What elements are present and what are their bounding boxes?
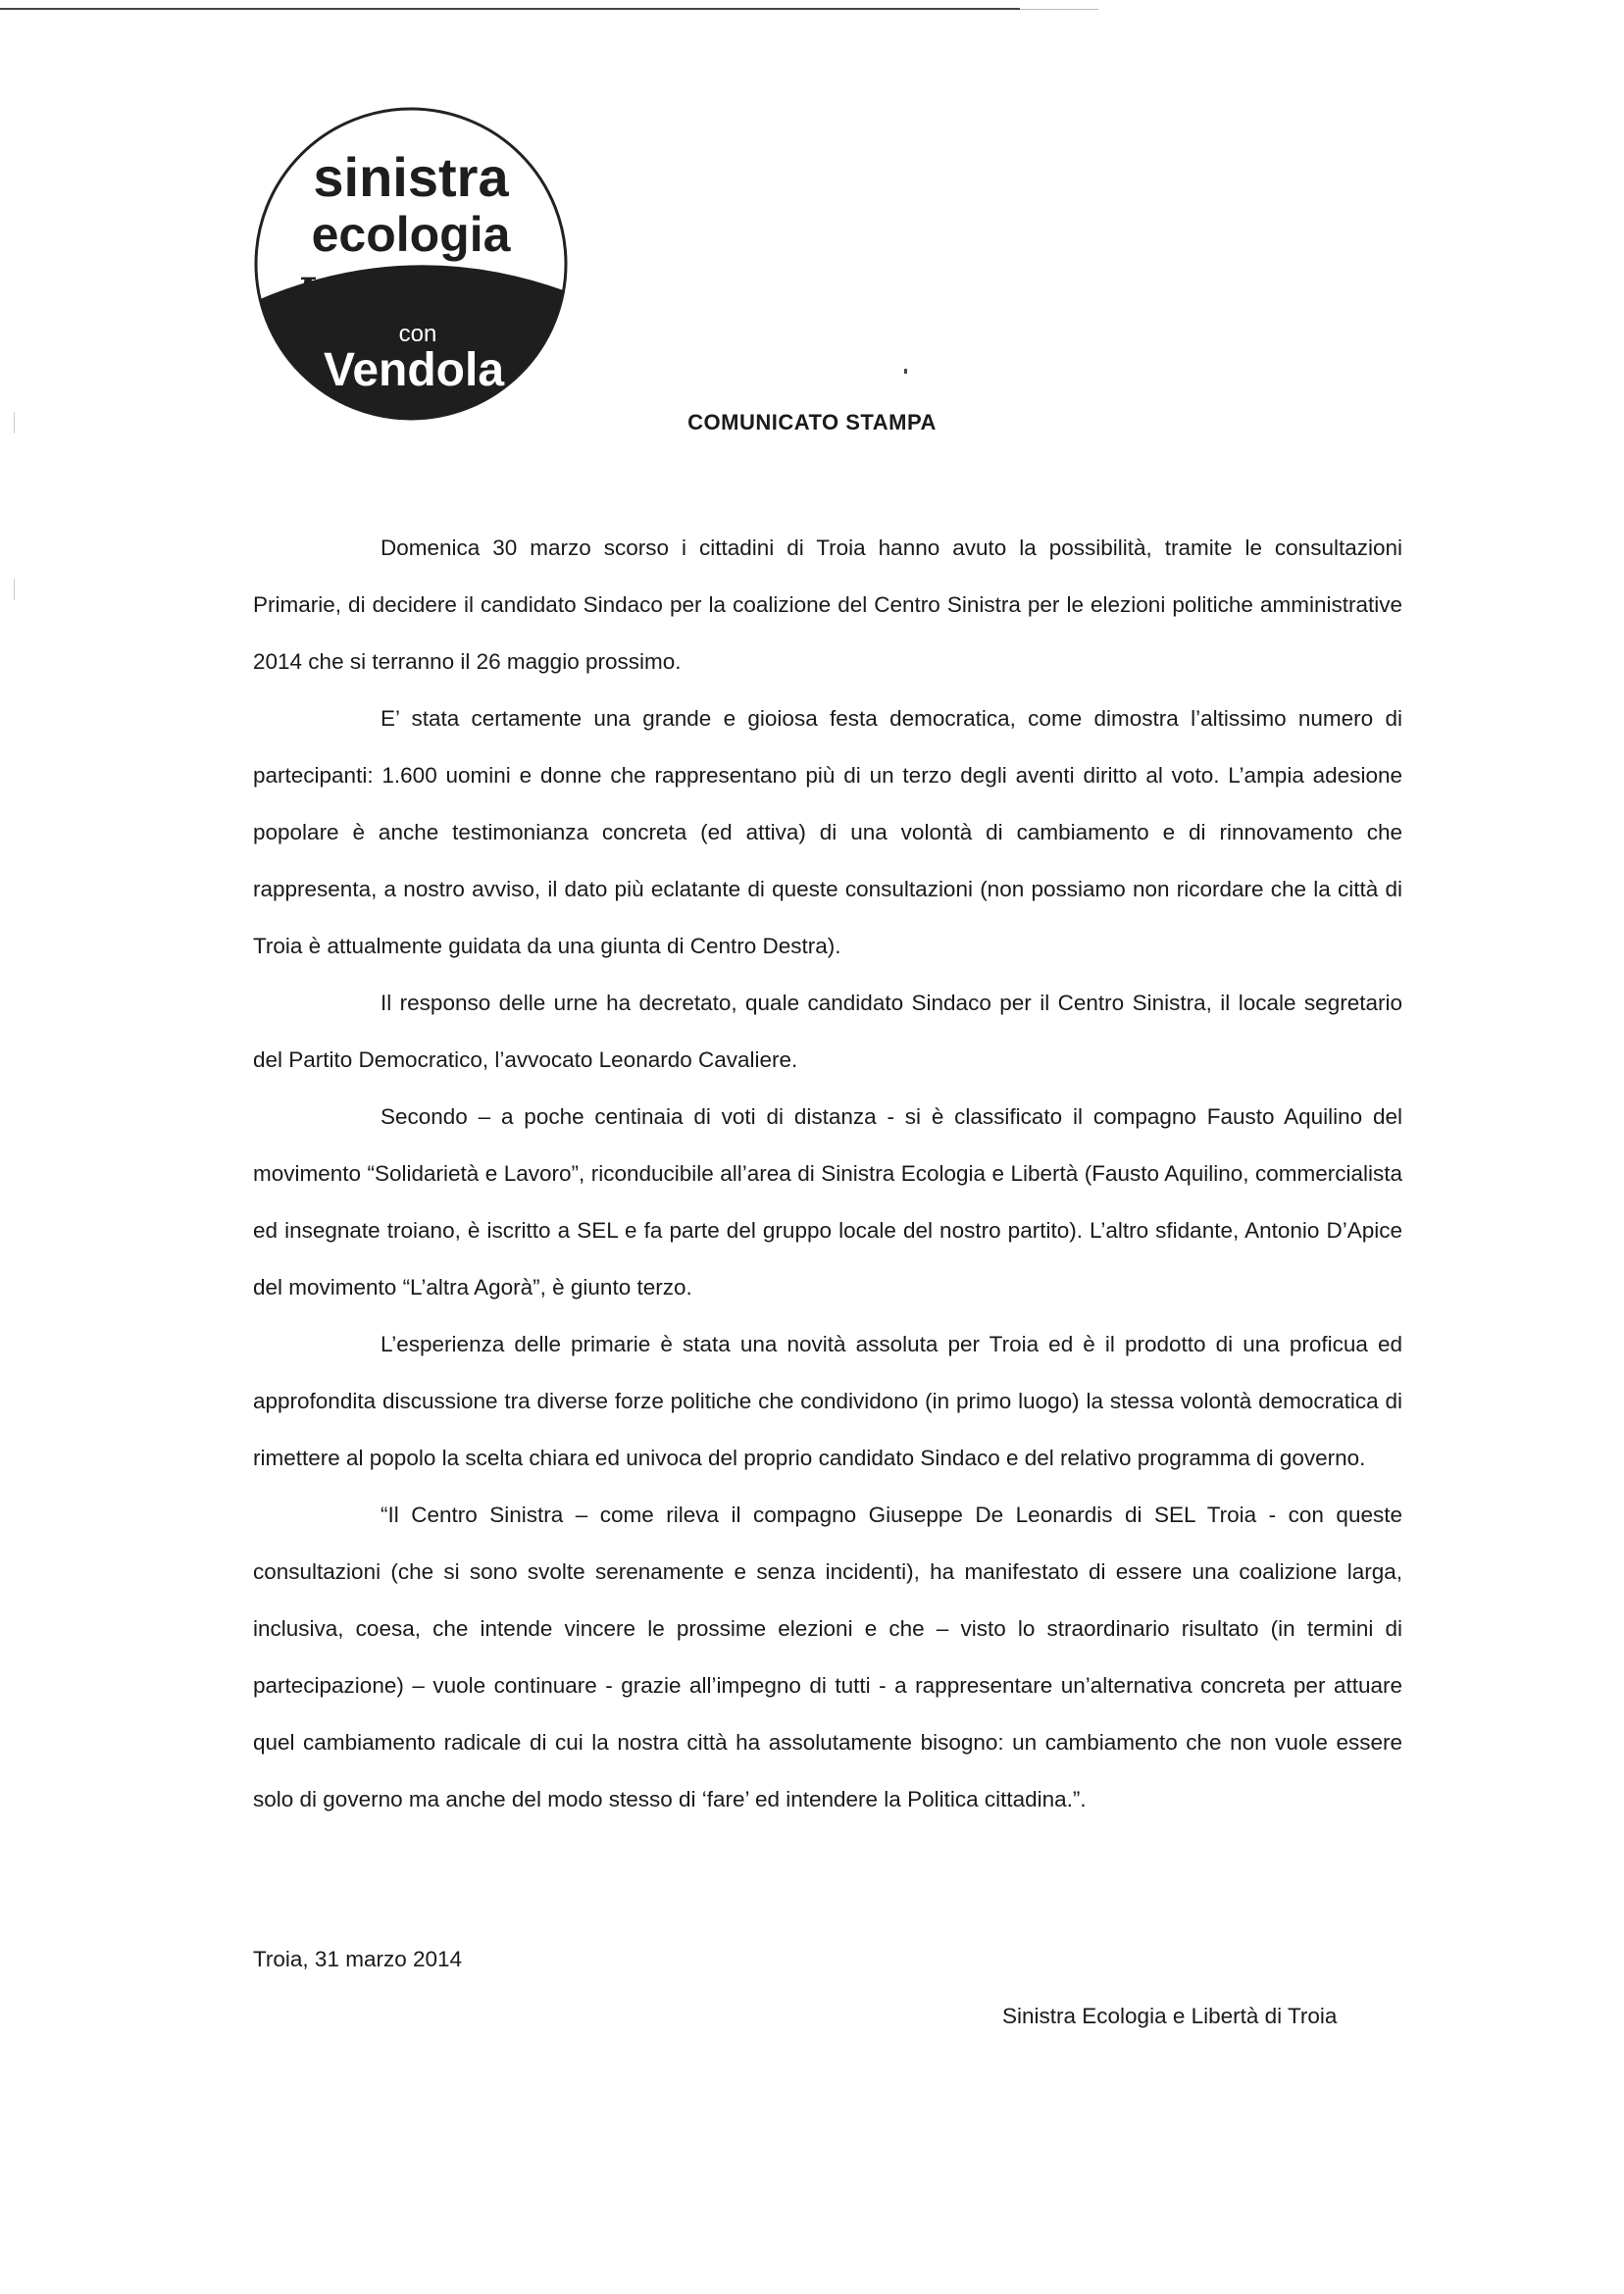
paragraph: Secondo – a poche centinaia di voti di distanza - si è classificato il compagno Fausto Aquilino del movimento “Solidarietà e Lavoro”, riconducibile all’area di Sinistra Ecologia e Libertà (Fausto Aquilino, commercialista ed insegnate troiano, è iscritto a SEL e fa parte del gruppo locale del nostro partito). L’altro sfidante, Antonio D’Apice del movimento “L’altra Agorà”, è giunto terzo. <box>253 1104 1402 1300</box>
document-date: Troia, 31 marzo 2014 <box>253 1947 463 1971</box>
logo-word-liberta: LiBERTA' <box>296 270 504 316</box>
paragraph: “Il Centro Sinistra – come rileva il compagno Giuseppe De Leonardis di SEL Troia - con queste consultazioni (che si sono svolte serenamente e senza incidenti), ha manifestato di essere una coalizione larga, inclusiva, coesa, che intende vincere le prossime elezioni e che – visto lo straordinario risultato (in termini di partecipazione) – vuole continuare - grazie all’impegno di tutti - a rappresentare un’alternativa concreta per attuare quel cambiamento radicale di cui la nostra città ha assolutamente bisogno: un cambiamento che non vuole essere solo di governo ma anche del modo stesso di ‘fare’ ed intendere la Politica cittadina.”. <box>253 1503 1402 1811</box>
signature: Sinistra Ecologia e Libertà di Troia <box>1002 2004 1338 2028</box>
scan-border-line <box>0 8 1020 10</box>
paragraph: L’esperienza delle primarie è stata una novità assoluta per Troia ed è il prodotto di una proficua ed approfondita discussione tra diverse forze politiche che condividono (in primo luogo) la stessa volontà democratica di rimettere al popolo la scelta chiara ed univoca del proprio candidato Sindaco e del relativo programma di governo. <box>253 1332 1402 1470</box>
logo-word-ecologia: ecologia <box>311 207 511 262</box>
document-title: COMUNICATO STAMPA <box>687 410 937 434</box>
scan-border-line-faint <box>1020 9 1098 10</box>
paragraph: E’ stata certamente una grande e gioiosa festa democratica, come dimostra l’altissimo numero di partecipanti: 1.600 uomini e donne che rappresentano più di un terzo degli aventi diritto al voto. L’ampia adesione popolare è anche testimonianza concreta (ed attiva) di una volontà di cambiamento e di rinnovamento che rappresenta, a nostro avviso, il dato più eclatante di queste consultazioni (non possiamo non ricordare che la città di Troia è attualmente guidata da una giunta di Centro Destra). <box>253 706 1402 958</box>
paragraph: Il responso delle urne ha decretato, quale candidato Sindaco per il Centro Sinistra, il locale segretario del Partito Democratico, l’avvocato Leonardo Cavaliere. <box>253 991 1402 1072</box>
logo-word-con: con <box>398 321 437 347</box>
sel-party-logo <box>253 106 569 422</box>
logo-word-sinistra: sinistra <box>313 146 509 208</box>
scan-margin-mark <box>14 579 15 600</box>
scan-speck <box>904 369 907 374</box>
paragraph: Domenica 30 marzo scorso i cittadini di Troia hanno avuto la possibilità, tramite le consultazioni Primarie, di decidere il candidato Sindaco per la coalizione del Centro Sinistra per le elezioni politiche amministrative 2014 che si terranno il 26 maggio prossimo. <box>253 535 1402 674</box>
press-release-body <box>253 520 1402 1828</box>
logo-word-vendola: Vendola <box>323 344 505 396</box>
